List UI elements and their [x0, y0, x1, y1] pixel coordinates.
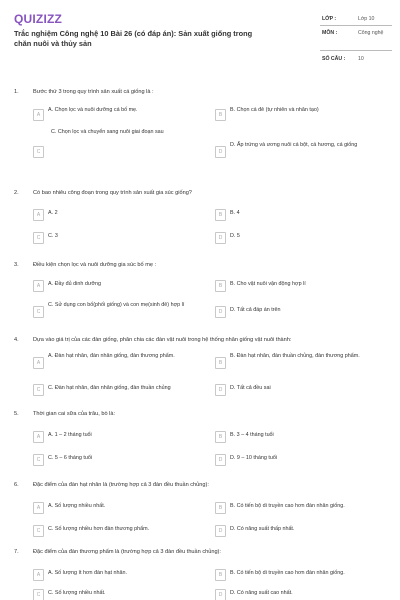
- option-text: A. 2: [48, 210, 58, 216]
- question-number: 7.: [14, 549, 19, 555]
- option-a[interactable]: [33, 107, 207, 125]
- option-a[interactable]: [33, 278, 207, 296]
- option-letter: D: [215, 146, 226, 158]
- divider: [320, 25, 392, 26]
- option-letter: C: [33, 232, 44, 244]
- option-text: A. 1 – 2 tháng tuổi: [48, 432, 92, 438]
- option-c[interactable]: [33, 302, 207, 320]
- option-c[interactable]: [33, 523, 207, 541]
- option-d[interactable]: [215, 587, 389, 600]
- quizizz-logo[interactable]: QUIZIZZ: [14, 12, 63, 26]
- option-c[interactable]: [33, 230, 207, 248]
- option-text: B. Có tiến bộ di truyền cao hơn đàn nhân giống.: [230, 503, 345, 509]
- worksheet-header: [0, 0, 400, 75]
- option-letter: C: [33, 454, 44, 466]
- option-letter: D: [215, 454, 226, 466]
- option-letter: C: [33, 306, 44, 318]
- option-c[interactable]: [33, 144, 207, 162]
- option-text: A. Số lượng ít hơn đàn hạt nhân.: [48, 570, 128, 576]
- option-b[interactable]: [215, 353, 389, 371]
- option-b[interactable]: [215, 278, 389, 296]
- divider: [320, 50, 392, 51]
- question-number: 3.: [14, 262, 19, 268]
- option-letter: D: [215, 384, 226, 396]
- option-text: C. Số lượng nhiều nhất.: [48, 590, 106, 596]
- option-text: B. Cho vật nuôi vận động hợp lí: [230, 281, 306, 287]
- option-letter: D: [215, 589, 226, 600]
- option-d[interactable]: [215, 304, 389, 322]
- option-c[interactable]: [33, 452, 207, 470]
- option-letter: B: [215, 109, 226, 121]
- meta-label: SỐ CÂU :: [322, 56, 346, 62]
- option-text: B. Chọn cá đẻ (tự nhiên và nhân tạo): [230, 107, 319, 113]
- option-letter: B: [215, 357, 226, 369]
- option-text: D. Ấp trứng và ương nuôi cá bột, cá hương, cá giống: [230, 142, 358, 148]
- option-a[interactable]: [33, 207, 207, 225]
- option-text: A. Chọn lọc và nuôi dưỡng cá bố mẹ.: [48, 107, 138, 113]
- option-d[interactable]: [215, 382, 389, 400]
- option-text: C. Đàn hạt nhân, đàn nhân giống, đàn thuần chủng: [48, 385, 171, 391]
- option-d[interactable]: [215, 230, 389, 248]
- option-letter: A: [33, 209, 44, 221]
- question-number: 2.: [14, 190, 19, 196]
- option-b[interactable]: [215, 567, 389, 585]
- option-text: A. Đầy đủ dinh dưỡng: [48, 281, 101, 287]
- option-letter: A: [33, 280, 44, 292]
- option-text: B. Có tiến bộ di truyền cao hơn đàn nhân giống.: [230, 570, 345, 576]
- option-c-text: C. Chọn lọc và chuyển sang nuôi giai đoạn sau: [51, 129, 164, 135]
- option-text: C. Sử dụng con bố(phối giống) và con mẹ(sinh đẻ) hợp lí: [48, 302, 185, 308]
- option-text: B. 3 – 4 tháng tuổi: [230, 432, 274, 438]
- question-number: 5.: [14, 411, 19, 417]
- option-b[interactable]: [215, 207, 389, 225]
- meta-value: Công nghệ: [358, 30, 384, 36]
- option-text: D. Tất cả đáp án trên: [230, 307, 281, 313]
- option-text: A. Số lượng nhiều nhất.: [48, 503, 106, 509]
- option-b[interactable]: [215, 107, 389, 125]
- option-letter: C: [33, 525, 44, 537]
- option-letter: D: [215, 232, 226, 244]
- option-a[interactable]: [33, 567, 207, 585]
- question-number: 4.: [14, 337, 19, 343]
- option-a[interactable]: [33, 353, 207, 371]
- question-text: Đặc điểm của đàn hạt nhân là (trường hợp cả 3 đàn đều thuần chủng):: [33, 482, 209, 488]
- option-text: D. Tất cả đều sai: [230, 385, 271, 391]
- question-text: Đặc điểm của đàn thương phẩm là (trường hợp cả 3 đàn đều thuần chủng):: [33, 549, 221, 555]
- option-d[interactable]: [215, 523, 389, 541]
- option-text: B. 4: [230, 210, 240, 216]
- option-letter: C: [33, 146, 44, 158]
- option-a[interactable]: [33, 500, 207, 518]
- meta-value: Lớp 10: [358, 16, 375, 22]
- option-d[interactable]: [215, 142, 389, 160]
- question-text: Điều kiện chọn lọc và nuôi dưỡng gia súc bố mẹ :: [33, 262, 157, 268]
- option-text: D. Có năng suất cao nhất.: [230, 590, 293, 596]
- option-letter: D: [215, 306, 226, 318]
- option-text: D. Có năng suất thấp nhất.: [230, 526, 295, 532]
- question-text: Bước thứ 3 trong quy trình sản xuất cá giống là :: [33, 89, 154, 95]
- option-letter: B: [215, 280, 226, 292]
- question-number: 6.: [14, 482, 19, 488]
- meta-value: 10: [358, 56, 364, 62]
- question-text: Dựa vào giá trị của các đàn giống, phân chia các đàn vật nuôi trong hệ thống nhân giống vật nuôi thành:: [33, 337, 292, 343]
- option-letter: A: [33, 569, 44, 581]
- option-letter: A: [33, 502, 44, 514]
- option-letter: B: [215, 569, 226, 581]
- option-text: D. 5: [230, 233, 240, 239]
- option-letter: A: [33, 357, 44, 369]
- option-letter: C: [33, 589, 44, 600]
- option-d[interactable]: [215, 452, 389, 470]
- question-text: Có bao nhiêu công đoạn trong quy trình sản xuất gia súc giống?: [33, 190, 192, 196]
- option-letter: B: [215, 502, 226, 514]
- question-number: 1.: [14, 89, 19, 95]
- option-a[interactable]: [33, 429, 207, 447]
- meta-label: MÔN :: [322, 30, 338, 36]
- option-text: A. Đàn hạt nhân, đàn nhân giống, đàn thương phẩm.: [48, 353, 175, 359]
- option-b[interactable]: [215, 429, 389, 447]
- option-letter: A: [33, 109, 44, 121]
- option-text: C. 3: [48, 233, 58, 239]
- option-letter: C: [33, 384, 44, 396]
- option-text: B. Đàn hạt nhân, đàn thuần chủng, đàn thương phẩm.: [230, 353, 360, 359]
- meta-label: LỚP :: [322, 16, 337, 22]
- option-letter: B: [215, 431, 226, 443]
- option-letter: D: [215, 525, 226, 537]
- option-text: C. 5 – 6 tháng tuổi: [48, 455, 93, 461]
- option-letter: A: [33, 431, 44, 443]
- option-text: C. Số lượng nhiều hơn đàn thương phẩm.: [48, 526, 150, 532]
- option-text: D. 9 – 10 tháng tuổi: [230, 455, 278, 461]
- option-b[interactable]: [215, 500, 389, 518]
- option-c[interactable]: [33, 587, 207, 600]
- question-text: Thời gian cai sữa của trâu, bò là:: [33, 411, 116, 417]
- option-c[interactable]: [33, 382, 207, 400]
- option-letter: B: [215, 209, 226, 221]
- worksheet-title: Trắc nghiệm Công nghệ 10 Bài 26 (có đáp án): Sản xuất giống trong chăn nuôi và thủy sản: [14, 29, 253, 48]
